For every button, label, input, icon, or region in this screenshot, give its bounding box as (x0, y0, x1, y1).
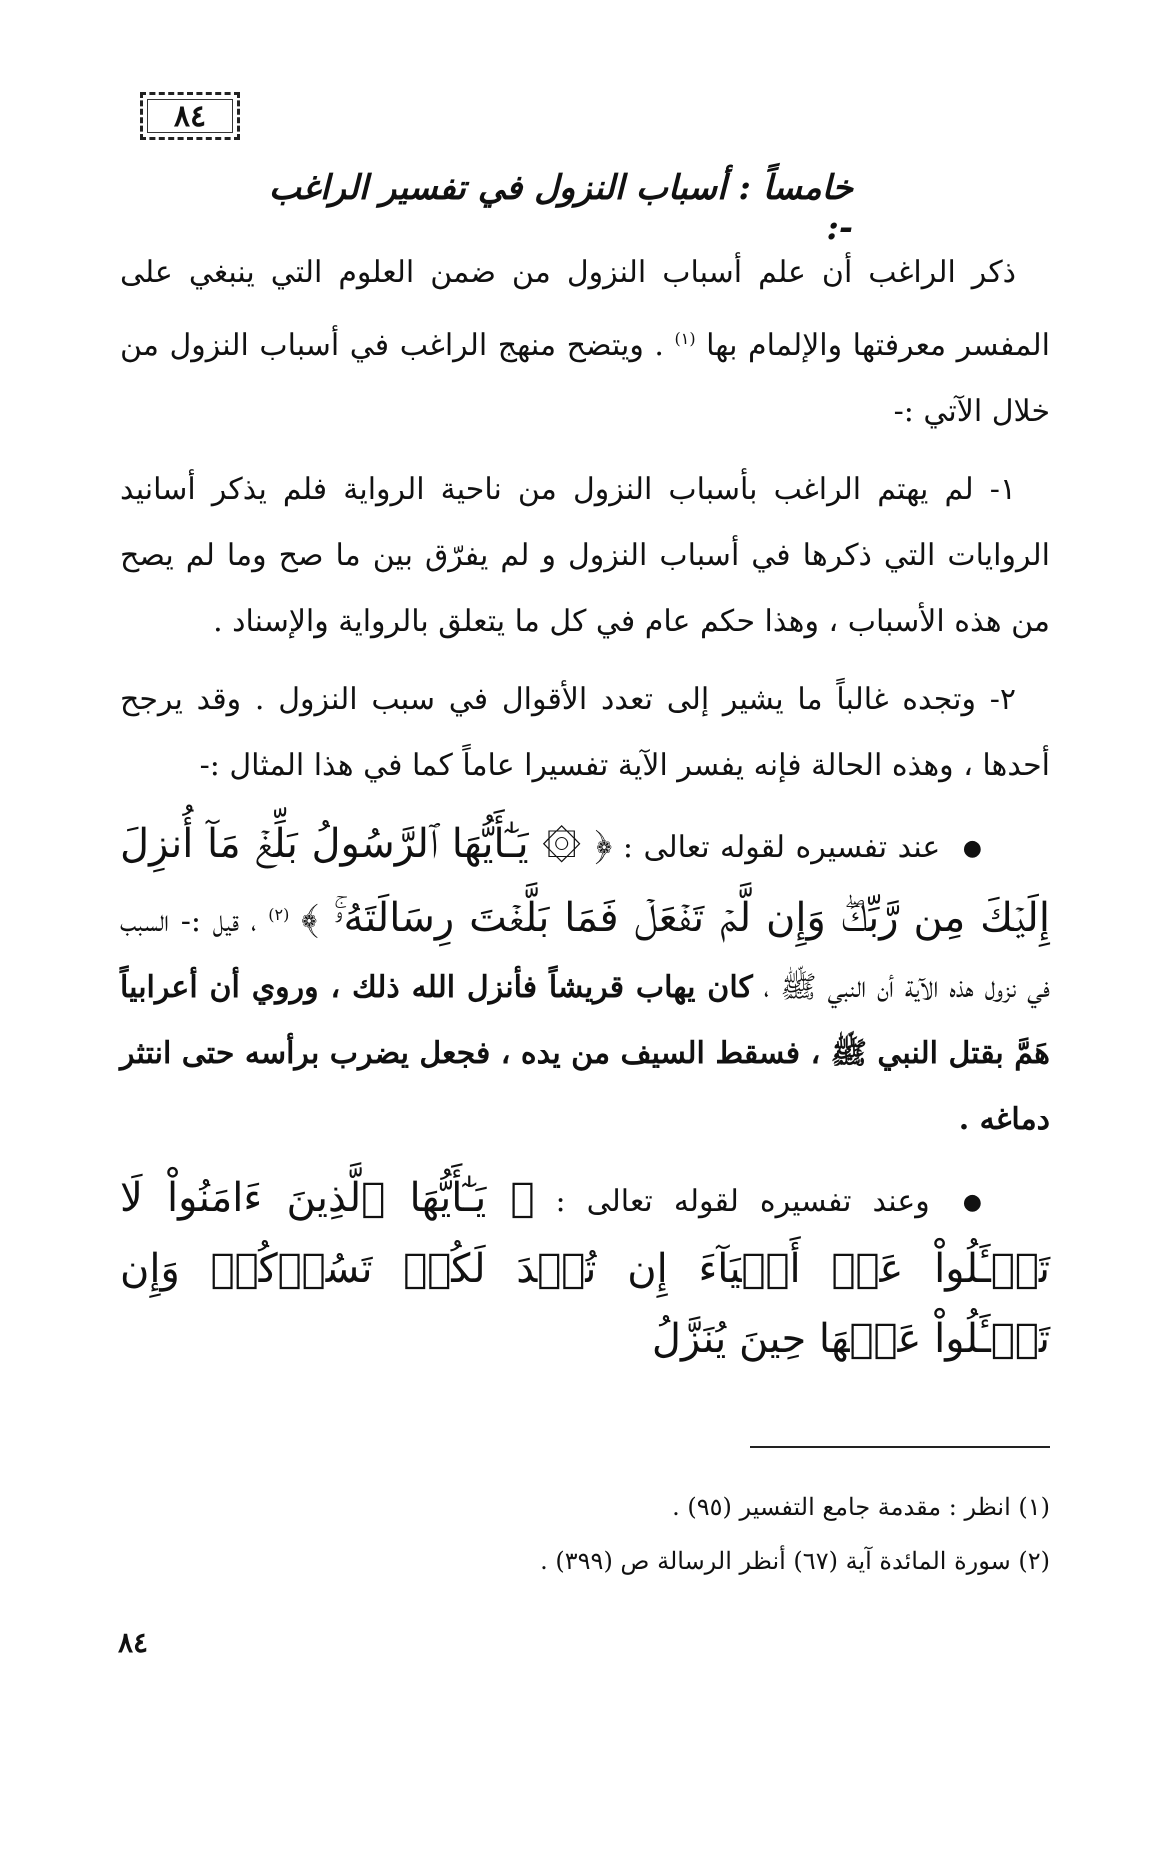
body-text (120, 240, 1050, 1388)
bullet-1-text: ، قيل :- السبب في نزول هذه الآية أن النبي ﷺ ، (120, 904, 1050, 1005)
quran-verse-2: ﴿ يَـٰٓأَيُّهَا ٱلَّذِينَ ءَامَنُواْ لَا تَسۡـَٔلُواْ عَنۡ أَشۡيَآءَ إِن تُبۡدَ لَكُمۡ تَسُؤۡكُمۡ وَإِن تَسۡـَٔلُواْ عَنۡهَا حِينَ يُنَزَّلُ (120, 1175, 1050, 1362)
footnote-2: (٢) سورة المائدة آية (٦٧) أنظر الرسالة ص (٣٩٩) . (540, 1547, 1050, 1575)
bullet-icon: ● (962, 1190, 982, 1215)
section-heading: خامساً : أسباب النزول في تفسير الراغب :- (268, 168, 853, 248)
bullet-2-intro: وعند تفسيره لقوله تعالى : (555, 1184, 930, 1219)
paragraph-point-1: ١- لم يهتم الراغب بأسباب النزول من ناحية الرواية فلم يذكر أسانيد الروايات التي ذكرها في أسباب النزول و لم يفرّق بين ما صح وما لم يصح من هذه الأسباب ، وهذا حكم عام في كل ما يتعلق بالرواية والإسناد . (120, 472, 1050, 639)
footnote-ref-2: (٢) (268, 905, 290, 924)
page-number-box (140, 92, 240, 140)
footnote-1: (١) انظر : مقدمة جامع التفسير (٩٥) . (672, 1493, 1050, 1521)
footnotes (120, 1480, 1050, 1588)
bullet-icon: ● (962, 836, 982, 861)
footnote-ref-1: (١) (674, 329, 696, 348)
paragraph-intro (120, 240, 1050, 445)
bullet-example-2 (120, 1165, 1050, 1376)
paragraph-intro-tail: . ويتضح منهج الراغب في أسباب النزول من خلال الآتي :- (120, 328, 1050, 429)
quran-verse-1: ﴿ ۞ يَـٰٓأَيُّهَا ٱلرَّسُولُ بَلِّغۡ مَآ أُنزِلَ إِلَيۡكَ مِن رَّبِّكَۖ وَإِن لَّمۡ تَفۡعَلۡ فَمَا بَلَّغۡتَ رِسَالَتَهُۥۚ ﴾ (120, 821, 1050, 941)
page-number-bottom: ٨٤ (118, 1626, 149, 1659)
page-number-top: ٨٤ (173, 98, 207, 134)
bullet-1-bold-text: كان يهاب قريشاً فأنزل الله ذلك ، وروي أن أعرابياً هَمَّ بقتل النبي ﷺ ، فسقط السيف من يده ، فجعل يضرب برأسه حتى انتثر دماغه . (120, 970, 1050, 1137)
paragraph-intro-text: ذكر الراغب أن علم أسباب النزول من ضمن العلوم التي ينبغي على المفسر معرفتها والإلمام بها (120, 255, 1050, 363)
bullet-1-intro: عند تفسيره لقوله تعالى : (622, 830, 941, 865)
bullet-example-1 (120, 811, 1050, 1153)
paragraph-point-2: ٢- وتجده غالباً ما يشير إلى تعدد الأقوال في سبب النزول . وقد يرجح أحدها ، وهذه الحالة فإنه يفسر الآية تفسيرا عاماً كما في هذا المثال :- (120, 682, 1050, 783)
footnote-divider (750, 1446, 1050, 1448)
